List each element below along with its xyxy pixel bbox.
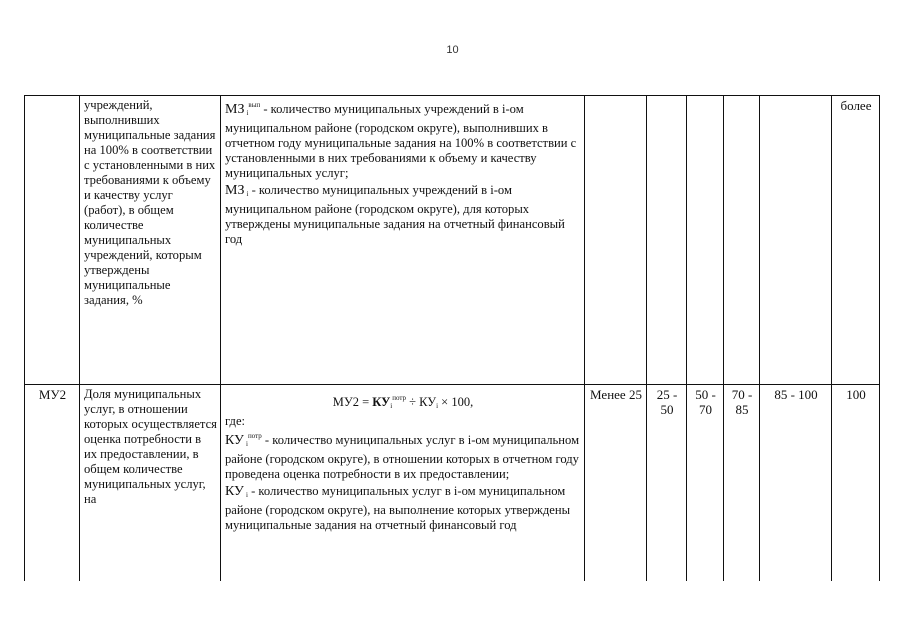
value-cell	[760, 96, 832, 385]
indicator-code	[25, 96, 80, 385]
value-cell: 70 - 85	[724, 385, 760, 582]
page-number: 10	[446, 44, 459, 56]
formula-symbol: КУ	[225, 433, 244, 448]
indicator-code: МУ2	[25, 385, 80, 582]
table-row	[25, 96, 880, 385]
value-cell	[647, 96, 687, 385]
definition-ku-potr: КУ $_i^{потр}$ - количество муниципальных услуг в i-ом муниципальном районе (городском округе), в отношении которых в отчетном году проведена оценка потребности в их предоставлении;	[225, 432, 580, 481]
value-cell	[687, 96, 724, 385]
value-cell: более	[832, 96, 880, 385]
formula-symbol: МЗ	[225, 183, 245, 198]
value-cell	[585, 96, 647, 385]
table-row	[25, 385, 880, 582]
definition-text: - количество муниципальных услуг в i-ом муниципальном районе (городском округе), на выполнение которых утверждены муниципальные задания на отчетный финансовый год	[225, 484, 571, 532]
indicator-name: учреждений, выполнивших муниципальные задания на 100% в соответствии с установленными в них требованиями к объему и качеству услуг (работ), в общем количестве муниципальных учреждений, которым утверждены муниципальные задания, %	[80, 96, 221, 385]
calculation-method	[221, 385, 585, 582]
definition-text: - количество муниципальных учреждений в i-ом муниципальном районе (городском округе), выполнивших в отчетном году муниципальные задания на 100% в соответствии с установленными в них требованиями к объему и качеству муниципальных услуг;	[225, 102, 577, 180]
definition-text: - количество муниципальных учреждений в i-ом муниципальном районе (городском округе), для которых утверждены муниципальные задания на отчетный финансовый год	[225, 183, 565, 246]
formula-symbol: МЗ	[225, 102, 245, 117]
definition-mz-vyp: МЗ $_i^{вып}$ - количество муниципальных учреждений в i-ом муниципальном районе (городском округе), выполнивших в отчетном году муниципальные задания на 100% в соответствии с установленными в них требованиями к объему и качеству муниципальных услуг;	[225, 101, 577, 180]
value-cell: 25 - 50	[647, 385, 687, 582]
value-cell: 85 - 100	[760, 385, 832, 582]
definition-mz: МЗ $_i$ - количество муниципальных учреждений в i-ом муниципальном районе (городском округе), для которых утверждены муниципальные задания на отчетный финансовый год	[225, 183, 565, 246]
value-cell: 50 - 70	[687, 385, 724, 582]
indicator-name: Доля муниципальных услуг, в отношении которых осуществляется оценка потребности в их предоставлении, в общем количестве муниципальных услуг, на	[80, 385, 221, 582]
formula: $МУ2 = КУ_i^{потр} \div КУ_i \times 100$,	[332, 394, 474, 410]
calculation-method	[221, 96, 585, 385]
value-cell	[724, 96, 760, 385]
definition-text: - количество муниципальных услуг в i-ом муниципальном районе (городском округе), в отношении которых в отчетном году проведена оценка потребности в их предоставлении;	[225, 433, 580, 481]
value-cell: Менее 25	[585, 385, 647, 582]
definition-ku: КУ $_i$ - количество муниципальных услуг в i-ом муниципальном районе (городском округе), на выполнение которых утверждены муниципальные задания на отчетный финансовый год	[225, 484, 571, 532]
where-label: где:	[225, 414, 246, 428]
criteria-table	[24, 95, 880, 581]
formula-symbol: КУ	[225, 484, 244, 499]
value-cell: 100	[832, 385, 880, 582]
